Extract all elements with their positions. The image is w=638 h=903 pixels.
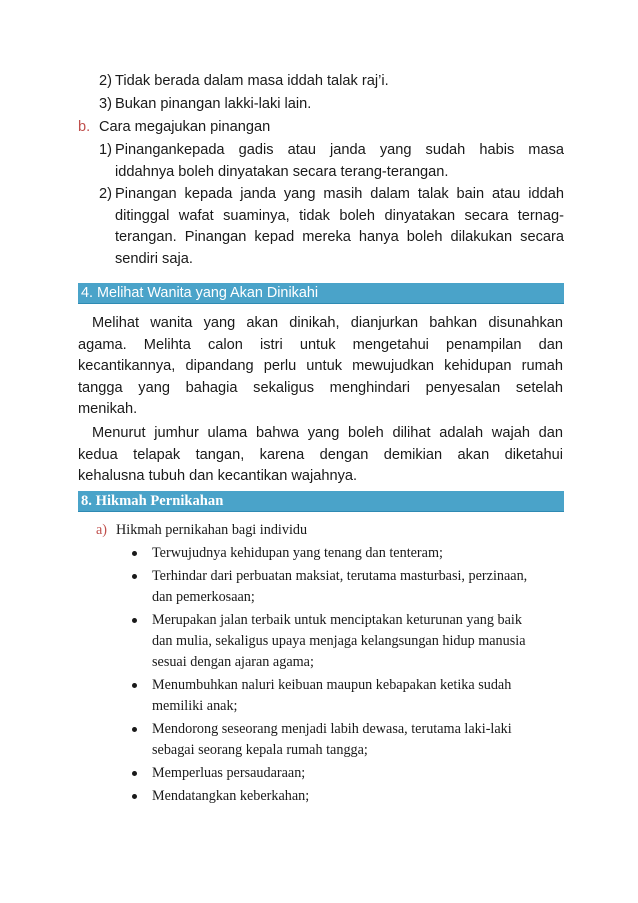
bullet-line: Terhindar dari perbuatan maksiat, terutama masturbasi, perzinaan, [152,568,528,584]
heading-text: 4. Melihat Wanita yang Akan Dinikahi [81,285,319,301]
bullet-icon [132,771,137,776]
list-item [132,543,564,564]
list-number: 2) [99,186,112,202]
list-text-line: sendiri saja. [115,250,193,267]
bullet-line: Mendatangkan keberkahan; [152,788,310,804]
list-item [132,763,564,784]
list-text: Bukan pinangan lakki-laki lain. [115,96,312,112]
bullet-line: memiliki anak; [152,698,238,714]
list-number: 3) [99,96,112,112]
section-letter: a) [96,522,108,538]
list-item [132,610,564,673]
paragraph-line: agama. Melihta calon istri untuk mengetahui penampilan dan [78,336,563,353]
bullet-icon [132,727,137,732]
bullet-icon [132,618,137,623]
section-letter: b. [78,119,91,135]
bullet-line: Mendorong seseorang menjadi labih dewasa, terutama laki-laki [152,721,512,737]
paragraph-jumhur [78,423,563,488]
list-item [132,675,564,717]
section-title: Cara megajukan pinangan [99,119,271,135]
section-b-title [78,117,564,139]
bullet-line: sebagai seorang kepala rumah tangga; [152,742,368,758]
section-heading-8 [78,491,564,512]
section-a-title [96,520,564,541]
section-heading-4 [78,283,564,304]
bullet-icon [132,683,137,688]
list-text-line: terangan. Pinangan kepad mereka hanya boleh dilakukan secara [115,229,564,245]
list-item [99,71,564,93]
hikmah-bullet-list [132,543,564,809]
paragraph-line: menikah. [78,401,138,417]
bullet-line: Merupakan jalan terbaik untuk menciptakan keturunan yang baik [152,612,522,628]
list-item [99,94,564,116]
list-item [99,140,564,183]
bullet-line: Menumbuhkan naluri keibuan maupun kebapakan ketika sudah [152,677,512,693]
bullet-icon [132,551,137,556]
paragraph-line: Menurut jumhur ulama bahwa yang boleh dilihat adalah wajah dan [92,425,563,441]
list-number: 1) [99,142,112,158]
paragraph-line: kedua telapak tangan, karena dengan demikian akan diketahui [78,446,563,463]
heading-text: 8. Hikmah Pernikahan [81,493,224,509]
list-text: Tidak berada dalam masa iddah talak raj’i. [115,73,389,89]
list-text-line: Pinangankepada gadis atau janda yang sudah habis masa [115,142,564,158]
list-item [99,184,564,270]
list-text-line: iddahnya boleh dinyatakan secara terang-terangan. [115,163,449,180]
bullet-line: dan pemerkosaan; [152,589,255,605]
paragraph-melihat [78,313,563,421]
list-text-line: Pinangan kepada janda yang masih dalam talak bain atau iddah [115,186,564,202]
list-number: 2) [99,73,112,89]
bullet-line: dan mulia, sekaligus upaya menjaga kelangsungan hidup manusia [152,633,526,649]
list-item [132,786,564,807]
bullet-icon [132,574,137,579]
paragraph-line: kehalusna tubuh dan kecantikan wajahnya. [78,468,358,484]
bullet-line: sesuai dengan ajaran agama; [152,654,314,670]
bullet-line: Terwujudnya kehidupan yang tenang dan tenteram; [152,545,443,561]
bullet-icon [132,794,137,799]
list-item [132,719,564,761]
paragraph-line: Melihat wanita yang akan dinikah, dianjurkan bahkan disunahkan [92,315,563,331]
paragraph-line: kecantikannya, dipandang perlu untuk mewujudkan kehidupan rumah [78,358,563,374]
bullet-line: Memperluas persaudaraan; [152,765,306,781]
section-title: Hikmah pernikahan bagi individu [116,522,308,538]
paragraph-line: tangga yang bahagia sekaligus menghindari penyesalan setelah [78,379,563,396]
list-text-line: ditinggal wafat suaminya, tidak boleh dinyatakan secara ternag- [115,207,564,224]
list-item [132,566,564,608]
